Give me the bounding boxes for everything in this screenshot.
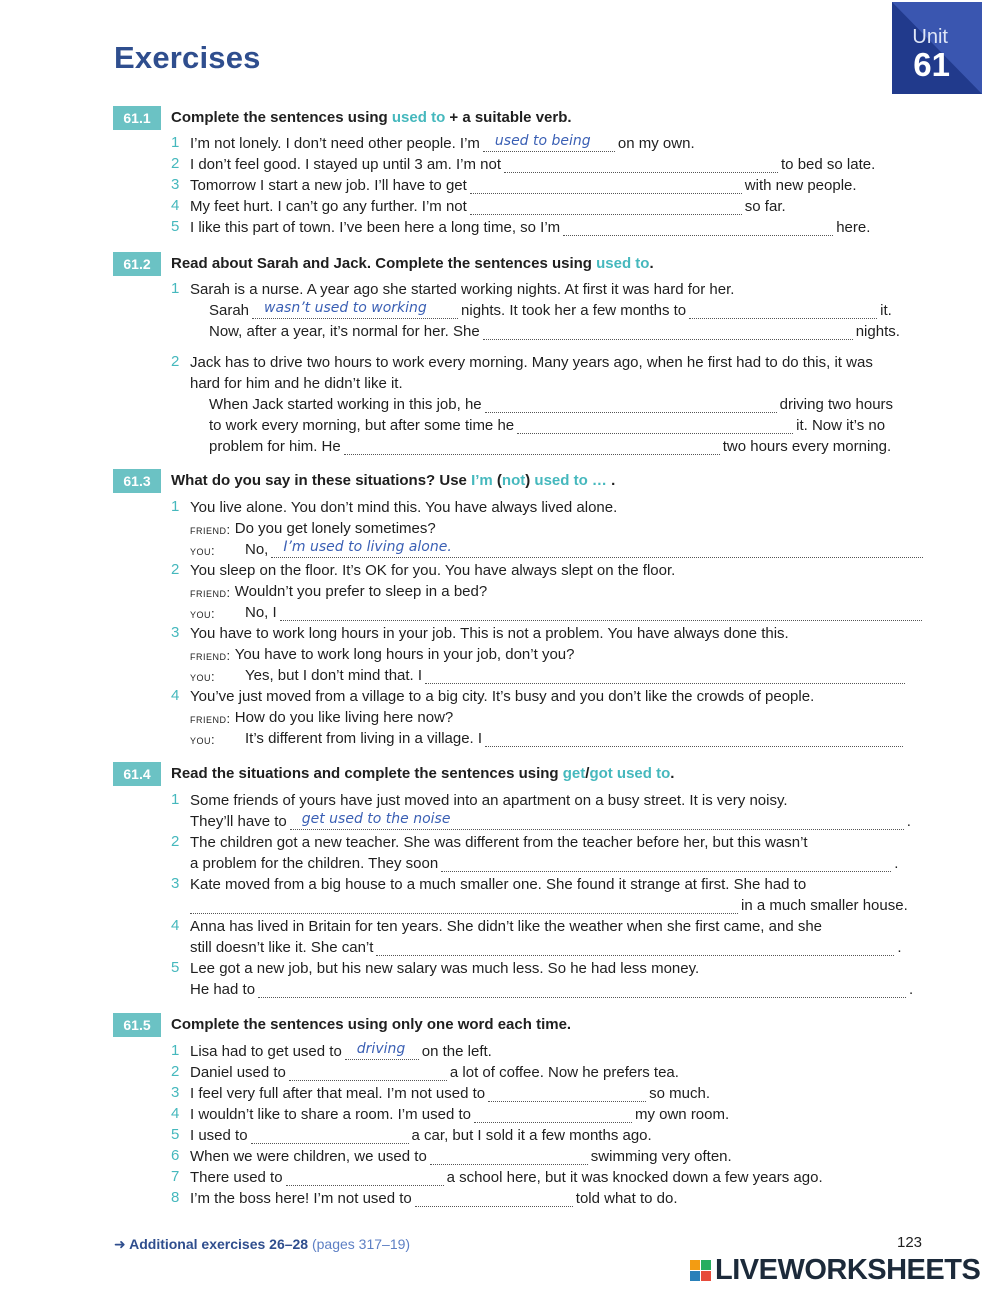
answer-blank[interactable] (190, 899, 738, 914)
exercise-badge: 61.2 (113, 252, 161, 276)
liveworksheets-icon (690, 1260, 711, 1281)
answer-blank[interactable] (483, 325, 853, 340)
item-number: 4 (171, 1105, 180, 1122)
exercise-heading: Read the situations and complete the sentences using get/got used to. (171, 765, 675, 782)
item-number: 2 (171, 1063, 180, 1080)
unit-badge (892, 2, 982, 94)
exercise-line: I don’t feel good. I stayed up until 3 am. I’m not to bed so late. (190, 156, 876, 173)
unit-label: Unit (912, 26, 948, 48)
exercise-line: I’m the boss here! I’m not used to told what to do. (190, 1190, 678, 1207)
exercise-badge: 61.1 (113, 106, 161, 130)
answer-blank[interactable] (430, 1150, 588, 1165)
exercise-line: I feel very full after that meal. I’m not used to so much. (190, 1085, 710, 1102)
exercise-badge: 61.5 (113, 1013, 161, 1037)
situation-text: You have to work long hours in your job. This is not a problem. You have always done this. (190, 625, 789, 642)
answer-blank[interactable]: get used to the noise (290, 815, 904, 830)
answer-blank[interactable] (470, 179, 742, 194)
situation-text: You sleep on the floor. It’s OK for you. You have always slept on the floor. (190, 562, 676, 579)
answer-blank[interactable] (344, 440, 720, 455)
item-number: 4 (171, 687, 180, 704)
answer-blank[interactable] (517, 419, 793, 434)
exercise-line: When we were children, we used to swimming very often. (190, 1148, 732, 1165)
exercise-heading: Complete the sentences using used to + a suitable verb. (171, 109, 572, 126)
answer-blank[interactable] (488, 1087, 646, 1102)
dialogue-line: friend: You have to work long hours in your job, don’t you? (190, 646, 575, 663)
exercise-line: a problem for the children. They soon . (190, 855, 899, 872)
item-number: 3 (171, 624, 180, 641)
situation-text: Anna has lived in Britain for ten years. She didn’t like the weather when she first came, and she (190, 918, 823, 935)
answer-blank[interactable] (563, 221, 833, 236)
exercise-line: They’ll have to get used to the noise . (190, 811, 911, 830)
situation-text: Kate moved from a big house to a much smaller one. She found it strange at first. She had to (190, 876, 807, 893)
item-number: 2 (171, 353, 180, 370)
answer-blank[interactable]: used to being (483, 137, 615, 152)
answer-blank[interactable] (376, 941, 894, 956)
answer-blank[interactable] (286, 1171, 444, 1186)
dialogue-line: you: No, I (190, 601, 925, 621)
exercise-line: Sarah wasn’t used to working nights. It took her a few months to it. (209, 300, 892, 319)
dialogue-line: friend: Do you get lonely sometimes? (190, 520, 436, 537)
exercise-line: Lisa had to get used to driving on the left. (190, 1041, 492, 1060)
brand-name: LIVEWORKSHEETS (715, 1253, 981, 1286)
dialogue-line: you: Yes, but I don’t mind that. I (190, 664, 908, 684)
exercise-line: I’m not lonely. I don’t need other people. I’m used to being on my own. (190, 133, 695, 152)
item-number: 6 (171, 1147, 180, 1164)
answer-blank[interactable]: I’m used to living alone. (271, 543, 923, 558)
situation-text: Jack has to drive two hours to work every morning. Many years ago, when he first had to do this, it was (190, 354, 873, 371)
item-number: 4 (171, 197, 180, 214)
exercise-line: Now, after a year, it’s normal for her. She nights. (209, 323, 900, 340)
answer-blank[interactable] (258, 983, 906, 998)
answer-blank[interactable] (689, 304, 877, 319)
liveworksheets-logo (690, 1253, 980, 1287)
situation-text: Some friends of yours have just moved into an apartment on a busy street. It is very noisy. (190, 792, 788, 809)
exercise-line: Tomorrow I start a new job. I’ll have to get with new people. (190, 177, 857, 194)
item-number: 2 (171, 561, 180, 578)
exercise-line: I like this part of town. I’ve been here a long time, so I’m here. (190, 219, 871, 236)
exercise-line: I wouldn’t like to share a room. I’m used to my own room. (190, 1106, 730, 1123)
page-title: Exercises (114, 40, 261, 75)
situation-text: You live alone. You don’t mind this. You have always lived alone. (190, 499, 618, 516)
item-number: 1 (171, 498, 180, 515)
item-number: 1 (171, 1042, 180, 1059)
item-number: 5 (171, 218, 180, 235)
dialogue-line: you: No, I’m used to living alone. (190, 538, 926, 558)
additional-exercises-link[interactable]: ➜ Additional exercises 26–28 (pages 317–19) (114, 1236, 411, 1252)
item-number: 2 (171, 155, 180, 172)
unit-number: 61 (913, 46, 950, 83)
situation-text: The children got a new teacher. She was different from the teacher before her, but this wasn’t (190, 834, 808, 851)
item-number: 5 (171, 959, 180, 976)
situation-text: You’ve just moved from a village to a big city. It’s busy and you don’t like the crowds of people. (190, 688, 815, 705)
exercise-line: There used to a school here, but it was knocked down a few years ago. (190, 1169, 823, 1186)
item-number: 5 (171, 1126, 180, 1143)
item-number: 3 (171, 875, 180, 892)
item-number: 3 (171, 176, 180, 193)
situation-text: Lee got a new job, but his new salary was much less. So he had less money. (190, 960, 700, 977)
exercise-badge: 61.3 (113, 469, 161, 493)
exercise-line: problem for him. He two hours every morning. (209, 438, 892, 455)
answer-blank[interactable]: driving (345, 1045, 419, 1060)
exercise-line: to work every morning, but after some time he it. Now it’s no (209, 417, 886, 434)
exercise-heading: Complete the sentences using only one word each time. (171, 1016, 572, 1033)
item-number: 3 (171, 1084, 180, 1101)
answer-blank[interactable]: wasn’t used to working (252, 304, 458, 319)
dialogue-line: friend: How do you like living here now? (190, 709, 454, 726)
item-number: 4 (171, 917, 180, 934)
dialogue-line: friend: Wouldn’t you prefer to sleep in a bed? (190, 583, 488, 600)
item-number: 1 (171, 134, 180, 151)
answer-blank[interactable] (441, 857, 891, 872)
exercise-line: I used to a car, but I sold it a few months ago. (190, 1127, 652, 1144)
dialogue-line: you: It’s different from living in a village. I (190, 727, 906, 747)
item-number: 1 (171, 280, 180, 297)
exercise-line: My feet hurt. I can’t go any further. I’m not so far. (190, 198, 786, 215)
answer-blank[interactable] (280, 606, 922, 621)
exercise-line: in a much smaller house. (190, 894, 908, 914)
item-number: 2 (171, 833, 180, 850)
exercise-line: When Jack started working in this job, he driving two hours (209, 396, 894, 413)
situation-text: Sarah is a nurse. A year ago she started working nights. At first it was hard for her. (190, 281, 735, 298)
exercise-heading: Read about Sarah and Jack. Complete the sentences using used to. (171, 255, 654, 272)
exercise-line: Daniel used to a lot of coffee. Now he prefers tea. (190, 1064, 679, 1081)
answer-blank[interactable] (425, 669, 905, 684)
answer-blank[interactable] (251, 1129, 409, 1144)
answer-blank[interactable] (474, 1108, 632, 1123)
item-number: 8 (171, 1189, 180, 1206)
exercise-badge: 61.4 (113, 762, 161, 786)
answer-blank[interactable] (470, 200, 742, 215)
exercise-line: still doesn’t like it. She can’t . (190, 939, 902, 956)
answer-blank[interactable] (415, 1192, 573, 1207)
exercise-heading: What do you say in these situations? Use I’m (not) used to … . (171, 472, 616, 489)
item-number: 1 (171, 791, 180, 808)
answer-blank[interactable] (485, 732, 903, 747)
exercise-line: He had to . (190, 981, 914, 998)
answer-blank[interactable] (289, 1066, 447, 1081)
answer-blank[interactable] (504, 158, 778, 173)
item-number: 7 (171, 1168, 180, 1185)
answer-blank[interactable] (485, 398, 777, 413)
page-number: 123 (897, 1234, 923, 1251)
situation-text: hard for him and he didn’t like it. (190, 375, 403, 392)
